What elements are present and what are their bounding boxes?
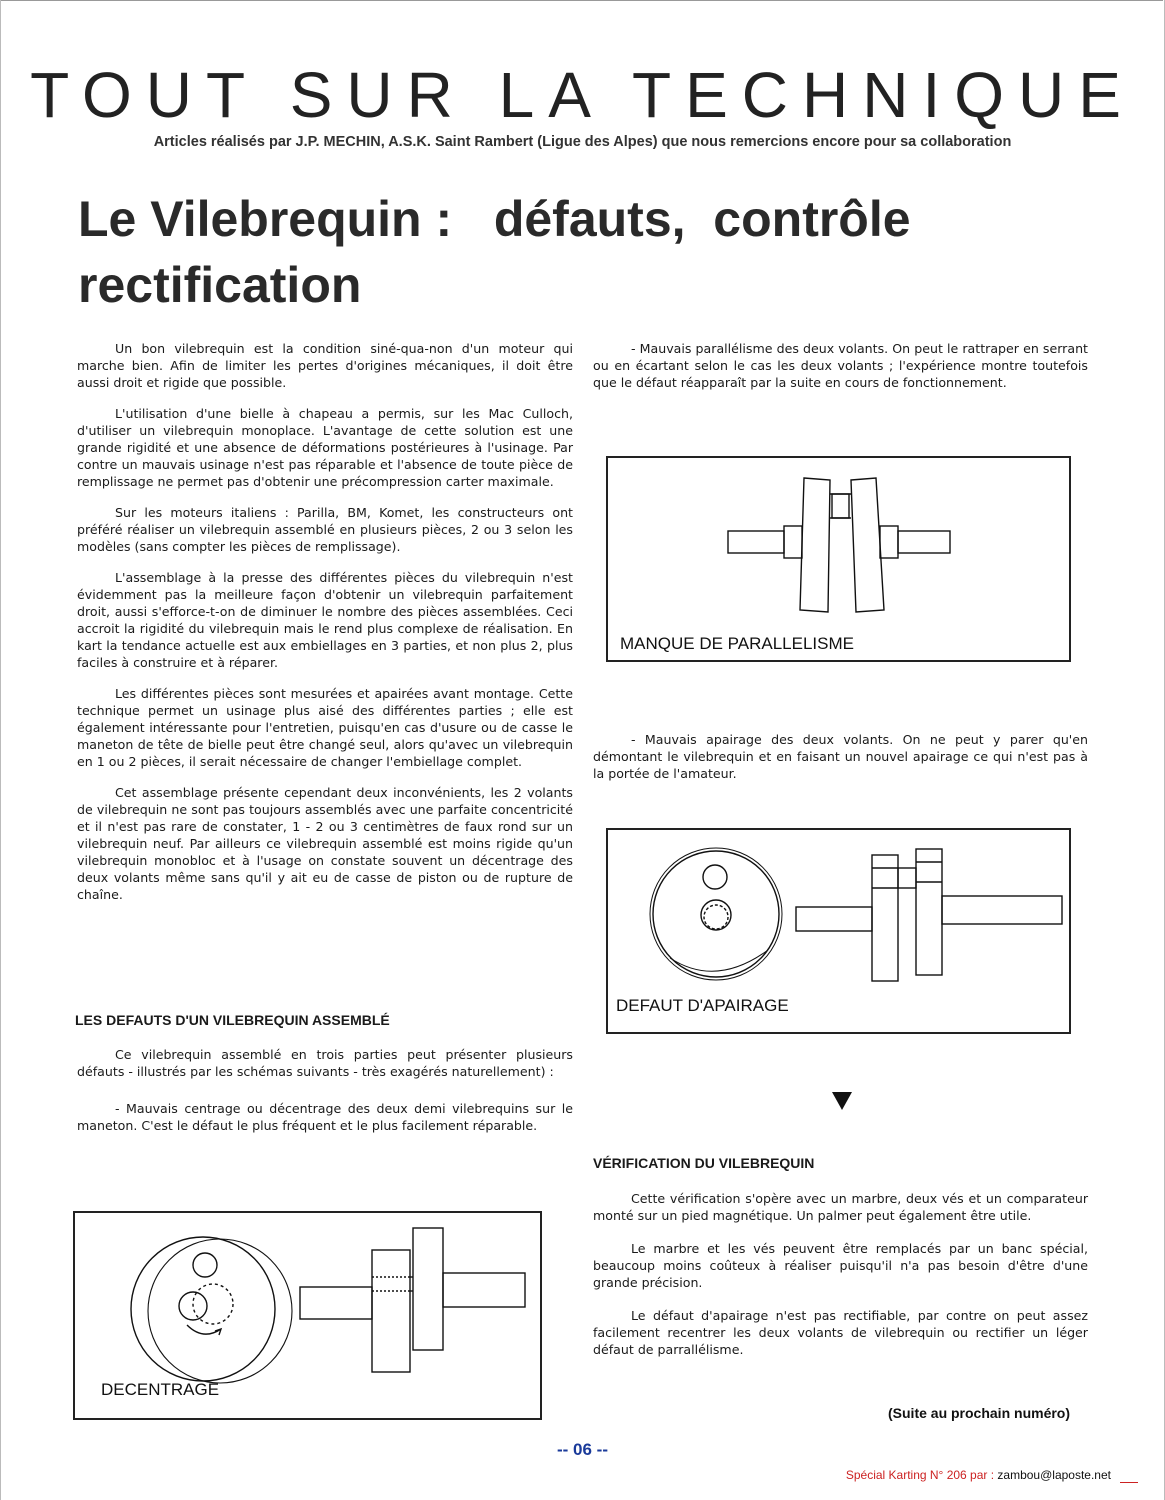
figure-label-decentering: DECENTRAGE [101,1380,220,1399]
page-number: -- 06 -- [557,1440,608,1459]
article-title-line-1: Le Vilebrequin : défauts, contrôle [78,191,911,247]
paragraph: L'assemblage à la presse des différentes pièces du vilebrequin n'est évidemment pas la meilleure façon d'obtenir un vilebrequin parfaitement droit, aussi s'efforce-t-on de diminuer le nombre des pièces assemblées. Ceci accroit la rigidité du vilebrequin mais le rend plus complexe de réalisation. En kart la tendance actuelle est aux embiellages en 3 parties, et non plus 2, plus faciles à construire et à réparer. [77,570,573,670]
paragraph: L'utilisation d'une bielle à chapeau a permis, sur les Mac Culloch, d'utiliser un vilebrequin monoplace. L'avantage de cette solution est une grande rigidité et une absence de déformations postérieures à l'usinage. Par contre un mauvais usinage n'est pas réparable et l'absence de toute pièce de remplissage ne permet pas d'obtenir une précompression carter maximale. [77,406,573,489]
footer-credit-text: Spécial Karting N° 206 par : [845,1468,995,1482]
paragraph: Les différentes pièces sont mesurées et apairées avant montage. Cette technique permet un usinage plus aisé des différentes parties ; elle est également intéressante pour l'entretien, puisqu'en cas d'usure ou de casse le maneton de tête de bielle peut être changé seul, alors qu'avec un vilebrequin en 1 ou 2 pièces, il serait nécessaire de changer l'embiellage complet. [77,686,573,769]
footer-email: zambou@laposte.net [997,1468,1111,1482]
left-column [77,340,573,917]
figure-decentering [73,1211,542,1420]
right-column-parallelism [593,340,1088,405]
footer-rule [1120,1482,1138,1483]
paragraph: Un bon vilebrequin est la condition siné-qua-non d'un moteur qui marche bien. Afin de limiter les pertes d'origines mécaniques, il doit être aussi droit et rigide que possible. [77,341,573,390]
continued-note: (Suite au prochain numéro) [888,1405,1071,1421]
right-column-pairing [593,731,1088,796]
parallelism-diagram [608,458,1069,660]
article-title-line-2: rectification [78,257,362,313]
figure-pairing [606,828,1071,1034]
paragraph: Ce vilebrequin assemblé en trois parties peut présenter plusieurs défauts - illustrés par les schémas suivants - très exagérés naturellement) : [77,1047,573,1079]
paragraph: Cette vérification s'opère avec un marbre, deux vés et un comparateur monté sur un pied magnétique. Un palmer peut également être utile. [593,1191,1088,1223]
figure-label-parallelism: MANQUE DE PARALLELISME [620,634,854,653]
paragraph: Sur les moteurs italiens : Parilla, BM, Komet, les constructeurs ont préféré réaliser un vilebrequin assemblé en plusieurs pièces, 2 ou 3 selon les modèles (sans compter les pièces de remplissage). [77,505,573,554]
section-heading-defects: LES DEFAUTS D'UN VILEBREQUIN ASSEMBLÉ [75,1012,390,1028]
figure-label-pairing: DEFAUT D'APAIRAGE [616,996,789,1015]
paragraph: Cet assemblage présente cependant deux inconvénients, les 2 volants de vilebrequin ne sont pas toujours assemblés avec une parfaite concentricité et il n'est pas rare de constater, 1 - 2 ou 3 centimètres de faux rond sur un vilebrequin neuf. Par ailleurs ce vilebrequin assemblé est moins rigide qu'un vilebrequin monobloc et à l'usage on constate souvent un décentrage des deux volants même sans qu'il y ait eu de casse de piston ou de rupture de chaîne. [77,785,573,902]
figure-parallelism [606,456,1071,662]
footer-credit [846,1468,1111,1482]
paragraph: - Mauvais centrage ou décentrage des deux demi vilebrequins sur le maneton. C'est le défaut le plus fréquent et le plus facilement réparable. [77,1101,573,1133]
section-heading-verification: VÉRIFICATION DU VILEBREQUIN [593,1155,815,1171]
triangle-marker-icon [832,1092,852,1110]
page-border-left [0,0,1,1500]
section-header-title: TOUT SUR LA TECHNIQUE [30,59,1135,131]
paragraph: - Mauvais apairage des deux volants. On ne peut y parer qu'en démontant le vilebrequin et en faisant un nouvel apairage ce qui n'est pas à la portée de l'amateur. [593,732,1088,781]
paragraph: Le marbre et les vés peuvent être remplacés par un banc spécial, beaucoup moins coûteux à réaliser puisqu'il n'a pas besoin d'être d'une grande précision. [593,1241,1088,1290]
paragraph: - Mauvais parallélisme des deux volants. On peut le rattraper en serrant ou en écartant selon le cas les deux volants ; l'expérience montre toutefois que le défaut réapparaît par la suite en cours de fonctionnement. [593,341,1088,390]
page-border-top [0,0,1163,1]
header-credit: Articles réalisés par J.P. MECHIN, A.S.K. Saint Rambert (Ligue des Alpes) que nous remercions encore pour sa collaboration [153,134,1012,150]
right-column-verification [593,1190,1088,1372]
article-title [78,186,1088,318]
left-column-defects [77,1046,573,1148]
paragraph: Le défaut d'apairage n'est pas rectifiable, par contre on peut assez facilement recentrer les deux volants de vilebrequin ou rectifier un léger défaut de parrallélisme. [593,1308,1088,1357]
